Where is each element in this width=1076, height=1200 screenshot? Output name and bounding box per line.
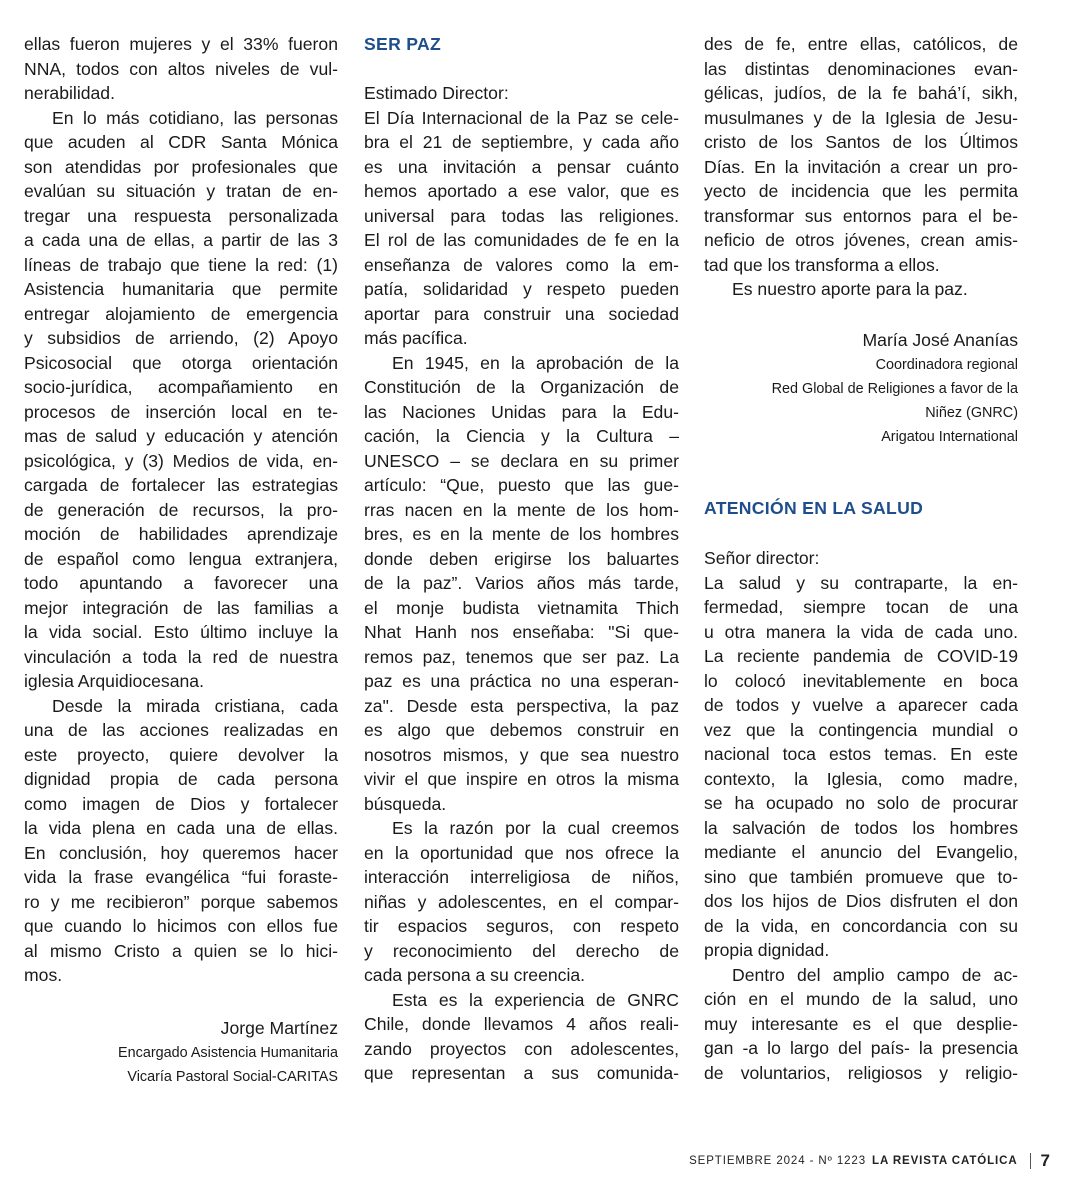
text-line: fermedad, siempre tocan de una [704, 597, 1018, 617]
text-line: muy interesante es el que desplie- [704, 1013, 1018, 1034]
text-line: este proyecto, quiere devolver la [24, 744, 338, 765]
text-line: niñas y adolescentes, en el compar- [364, 891, 679, 912]
text-line: las distintas denominaciones evan- [704, 58, 1018, 79]
signature-name: María José Ananías [862, 330, 1018, 350]
text-line: que representan a sus comunida- [364, 1063, 679, 1083]
text-line: es algo que debemos construir en [364, 720, 679, 740]
text-line: Desde la mirada cristiana, cada [52, 695, 338, 716]
text-line: bres, es en la mente de los hombres [364, 524, 679, 544]
text-line: gélicas, judíos, de la fe bahá’í, sikh, [704, 83, 1018, 103]
text-line: des de fe, entre ellas, católicos, de [704, 34, 1018, 54]
page-footer [680, 1150, 1050, 1172]
text-line: u otra manera la vida de cada uno. [704, 621, 1018, 642]
text-line: dos los hijos de Dios disfruten el don [704, 891, 1018, 911]
text-line: evalúan su situación y tratan de en- [24, 181, 338, 201]
text-line: de voluntarios, religiosos y religio- [704, 1062, 1018, 1083]
text-line: moción de habilidades aprendizaje [24, 524, 338, 544]
text-line: En lo más cotidiano, las personas [52, 107, 338, 128]
text-line: zando proyectos con adolescentes, [364, 1038, 679, 1059]
text-line: nerabilidad. [24, 83, 115, 103]
text-line: En 1945, en la aprobación de la [392, 352, 679, 373]
text-line: socio-jurídica, acompañamiento en [24, 377, 338, 397]
text-line: cada persona a su creencia. [364, 965, 586, 985]
text-line: iglesia Arquidiocesana. [24, 671, 204, 691]
text-line: es una invitación a pensar cuánto [364, 156, 679, 177]
text-line: lo colocó inevitablemente en boca [704, 670, 1018, 691]
text-line: ción en el mundo de la salud, uno [704, 989, 1018, 1009]
text-line: mediante el anuncio del Evangelio, [704, 842, 1018, 862]
text-line: nacional toca estos temas. En este [704, 744, 1018, 764]
text-line: propia dignidad. [704, 940, 830, 960]
text-line: donde deben erigirse los baluartes [364, 548, 679, 569]
text-line: en la oportunidad que nos ofrece la [364, 842, 679, 863]
text-line: neficio de otros jóvenes, crean amis- [704, 230, 1018, 250]
text-line: que acuden al CDR Santa Mónica [24, 132, 338, 152]
text-line: al mismo Cristo a quien se lo hici- [24, 940, 338, 961]
text-line: tad que los transforma a ellos. [704, 254, 940, 275]
text-line: transformar sus entornos para el be- [704, 205, 1018, 226]
text-line: de la paz”. Varios años más tarde, [364, 573, 679, 593]
text-line: aportar para construir una sociedad [364, 303, 679, 324]
text-line: za". Desde esta perspectiva, la paz [364, 695, 679, 716]
text-line: más pacífica. [364, 328, 468, 348]
text-line: ellas fueron mujeres y el 33% fueron [24, 34, 338, 54]
text-line: Señor director: [704, 548, 820, 568]
text-line: La salud y su contraparte, la en- [704, 572, 1018, 593]
text-line: hemos aportado a ese valor, que es [364, 181, 679, 201]
text-line: contexto, la Iglesia, como madre, [704, 768, 1018, 789]
signature-title-line: Red Global de Religiones a favor de la [771, 381, 1018, 397]
text-line: mos. [24, 965, 63, 985]
magazine-name: LA REVISTA CATÓLICA [872, 1155, 1018, 1167]
text-line: el monje budista vietnamita Thich [364, 597, 679, 618]
signature-title-line: Niñez (GNRC) [925, 405, 1018, 421]
text-line: líneas de trabajo que tiene la red: (1) [24, 254, 338, 275]
text-line: artículo: “Que, puesto que las gue- [364, 475, 679, 495]
text-line: Dentro del amplio campo de ac- [732, 964, 1018, 985]
text-line: de la vida, en concordancia con su [704, 915, 1018, 936]
text-line: NNA, todos con altos niveles de vul- [24, 58, 338, 79]
text-line: de español como lengua extranjera, [24, 548, 338, 569]
text-line: La reciente pandemia de COVID-19 [704, 646, 1018, 666]
text-line: enseñanza de valores como la em- [364, 254, 679, 275]
text-line: las Naciones Unidas para la Edu- [364, 401, 679, 422]
text-line: búsqueda. [364, 793, 447, 814]
text-line: entregar alojamiento de emergencia [24, 303, 338, 324]
section-heading-atencion-salud: ATENCIÓN EN LA SALUD [704, 498, 924, 518]
text-line: El rol de las comunidades de fe en la [364, 230, 679, 250]
page-number: 7 [1040, 1151, 1050, 1170]
text-line: En conclusión, hoy queremos hacer [24, 842, 338, 863]
text-line: Es nuestro aporte para la paz. [732, 279, 968, 299]
text-line: de generación de recursos, la pro- [24, 499, 338, 520]
text-line: paz es una práctica no una esperan- [364, 671, 679, 691]
text-line: patía, solidaridad y respeto pueden [364, 279, 679, 299]
footer-divider [1030, 1153, 1031, 1169]
text-line: bra el 21 de septiembre, y cada año [364, 132, 679, 152]
text-line: que cuando lo hicimos con ellos fue [24, 916, 338, 936]
text-line: tir espacios seguros, con respeto [364, 916, 679, 936]
text-line: psicológica, y (3) Medios de vida, en- [24, 450, 338, 471]
text-line: Es la razón por la cual creemos [392, 818, 679, 838]
text-line: de todos y vuelve a aparecer cada [704, 695, 1018, 715]
text-line: dignidad propia de cada persona [24, 769, 338, 789]
signature-title-line: Arigatou International [881, 429, 1018, 445]
text-line: Días. En la invitación a crear un pro- [704, 156, 1018, 177]
text-line: mas de salud y educación y atención [24, 426, 338, 446]
section-heading-ser-paz: SER PAZ [364, 34, 442, 54]
text-line: cargada de fortalecer las estrategias [24, 475, 338, 495]
signature-name: Jorge Martínez [220, 1018, 338, 1038]
text-line: Psicosocial que otorga orientación [24, 352, 338, 373]
text-line: vida la frase evangélica “fui foraste- [24, 867, 338, 887]
text-line: sino que también promueve que to- [704, 866, 1018, 887]
text-line: cristo de los Santos de los Últimos [704, 132, 1018, 152]
text-line: gan -a lo largo del país- la presencia [704, 1038, 1018, 1058]
text-line: y subsidios de arriendo, (2) Apoyo [24, 328, 338, 348]
text-line: la vida plena en cada una de ellas. [24, 818, 338, 838]
signature-title-line: Coordinadora regional [875, 357, 1018, 373]
text-line: mejor integración de las familias a [24, 597, 338, 618]
text-line: una de las acciones realizadas en [24, 720, 338, 740]
text-line: se ha ocupado no solo de procurar [704, 793, 1018, 813]
text-line: remos paz, tenemos que ser paz. La [364, 646, 679, 667]
text-line: rras nacen en la mente de los hom- [364, 499, 679, 520]
text-line: Asistencia humanitaria que permite [24, 279, 338, 299]
text-line: son atendidas por profesionales que [24, 156, 338, 177]
text-line: vivir el que inspire en otros la misma [364, 769, 679, 789]
text-line: interacción interreligiosa de niños, [364, 867, 679, 887]
text-line: universal para todas las religiones. [364, 205, 679, 226]
text-line: la salvación de todos los hombres [704, 817, 1018, 838]
text-line: la vida social. Esto último incluye la [24, 622, 338, 642]
text-line: cación, la Ciencia y la Cultura – [364, 426, 679, 446]
text-line: procesos de inserción local en te- [24, 401, 338, 422]
text-line: y reconocimiento del derecho de [364, 940, 679, 961]
text-line: tregar una respuesta personalizada [24, 205, 338, 226]
text-line: a cada una de ellas, a partir de las 3 [24, 230, 338, 250]
text-line: nosotros mismos, y que sea nuestro [364, 744, 679, 765]
text-line: Esta es la experiencia de GNRC [392, 989, 679, 1010]
text-line: vez que la contingencia mundial o [704, 719, 1018, 740]
text-line: yecto de incidencia que les permita [704, 181, 1018, 201]
text-line: vinculación a toda la red de nuestra [24, 646, 338, 667]
text-line: ro y me recibieron” porque sabemos [24, 891, 338, 912]
text-line: todo apuntando a favorecer una [24, 573, 338, 593]
signature-title-line: Encargado Asistencia Humanitaria [118, 1045, 338, 1061]
text-line: Estimado Director: [364, 83, 509, 103]
signature-title-line: Vicaría Pastoral Social-CARITAS [127, 1069, 338, 1085]
text-line: musulmanes y de la Iglesia de Jesu- [704, 107, 1018, 128]
text-line: El Día Internacional de la Paz se cele- [364, 107, 679, 128]
issue-info: SEPTIEMBRE 2024 - Nº 1223 [689, 1155, 867, 1167]
text-line: Constitución de la Organización de [364, 377, 679, 397]
text-line: UNESCO – se declara en su primer [364, 450, 679, 471]
text-line: Chile, donde llevamos 4 años reali- [364, 1014, 679, 1034]
text-line: como imagen de Dios y fortalecer [24, 793, 338, 814]
text-line: Nhat Hanh nos enseñaba: "Si que- [364, 622, 679, 642]
